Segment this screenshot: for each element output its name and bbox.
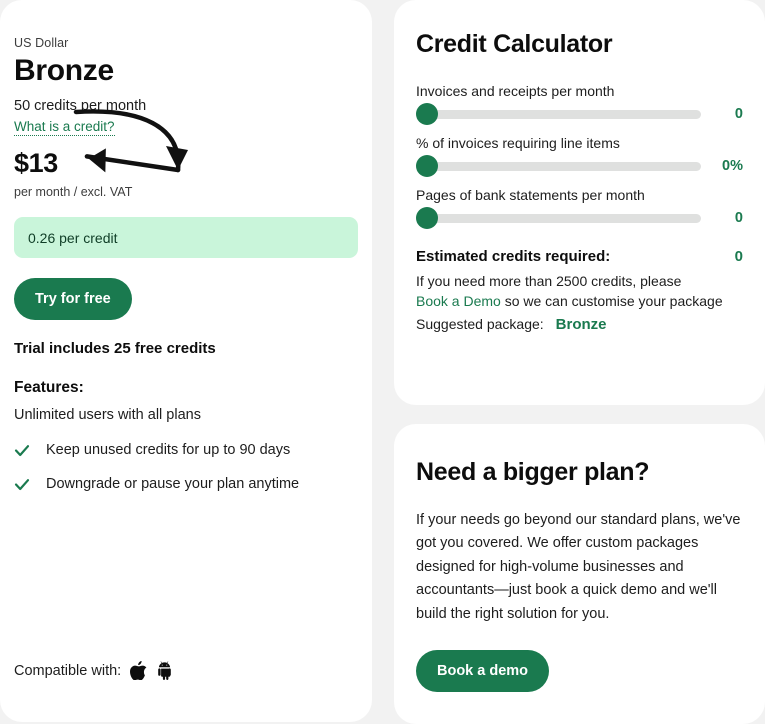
slider-line-items-percent [416,135,743,174]
per-credit-text: 0.26 per credit [28,229,118,246]
compatible-with-label: Compatible with: [14,662,122,679]
slider-bank-statement-pages [416,187,743,226]
plan-name: Bronze [14,54,114,87]
slider-row [416,210,743,226]
slider-thumb[interactable] [416,103,438,125]
features-heading: Features: [14,379,84,396]
credit-calculator-card [394,0,765,405]
slider-row [416,158,743,174]
slider-track[interactable] [416,110,701,119]
estimated-credits-row [416,248,743,265]
slider-label: Invoices and receipts per month [416,83,615,99]
feature-label: Keep unused credits for up to 90 days [46,442,291,458]
slider-invoices-receipts [416,83,743,122]
plan-credits-line: 50 credits per month [14,98,147,114]
suggested-package-label: Suggested package: [416,315,544,332]
plan-price-note: per month / excl. VAT [14,185,133,199]
feature-unlimited-users: Unlimited users with all plans [14,407,201,423]
try-for-free-button[interactable]: Try for free [14,278,132,320]
pricing-card-bronze [0,0,372,722]
slider-label: Pages of bank statements per month [416,187,645,203]
bigger-plan-title: Need a bigger plan? [416,458,650,486]
slider-value: 0% [722,158,743,174]
slider-row [416,106,743,122]
list-item [14,441,358,459]
slider-label: % of invoices requiring line items [416,135,620,151]
compatibility-row [14,661,173,680]
feature-label: Downgrade or pause your plan anytime [46,476,300,493]
book-a-demo-button[interactable]: Book a demo [416,650,549,692]
estimated-credits-value: 0 [734,248,743,265]
check-icon [14,443,30,459]
right-column [394,0,765,724]
slider-track[interactable] [416,162,701,171]
currency-label: US Dollar [14,36,69,50]
bigger-plan-card [394,424,765,724]
calculator-note [416,271,743,312]
trial-credits-note: Trial includes 25 free credits [14,340,216,357]
note-suffix: so we can customise your package [504,293,723,310]
list-item [14,475,358,493]
check-icon [14,477,30,493]
per-credit-badge [14,217,358,258]
bigger-plan-body: If your needs go beyond our standard plans, we've got you covered. We offer custom packages designed for high-volume businesses and accountants—just book a quick demo and we'll build the right solution for you. [416,512,741,622]
estimated-credits-label: Estimated credits required: [416,248,611,265]
apple-icon [130,661,147,680]
what-is-a-credit-link[interactable]: What is a credit? [14,119,115,134]
slider-track[interactable] [416,214,701,223]
slider-thumb[interactable] [416,155,438,177]
suggested-package-row [416,316,743,333]
slider-value: 0 [734,210,743,226]
plan-price: $13 [14,148,58,178]
slider-thumb[interactable] [416,207,438,229]
book-a-demo-link[interactable]: Book a Demo [416,293,501,310]
slider-value: 0 [734,106,743,122]
calculator-title: Credit Calculator [416,30,613,58]
note-prefix: If you need more than 2500 credits, please [416,273,682,289]
android-icon [156,661,173,680]
suggested-package-value: Bronze [555,315,607,333]
